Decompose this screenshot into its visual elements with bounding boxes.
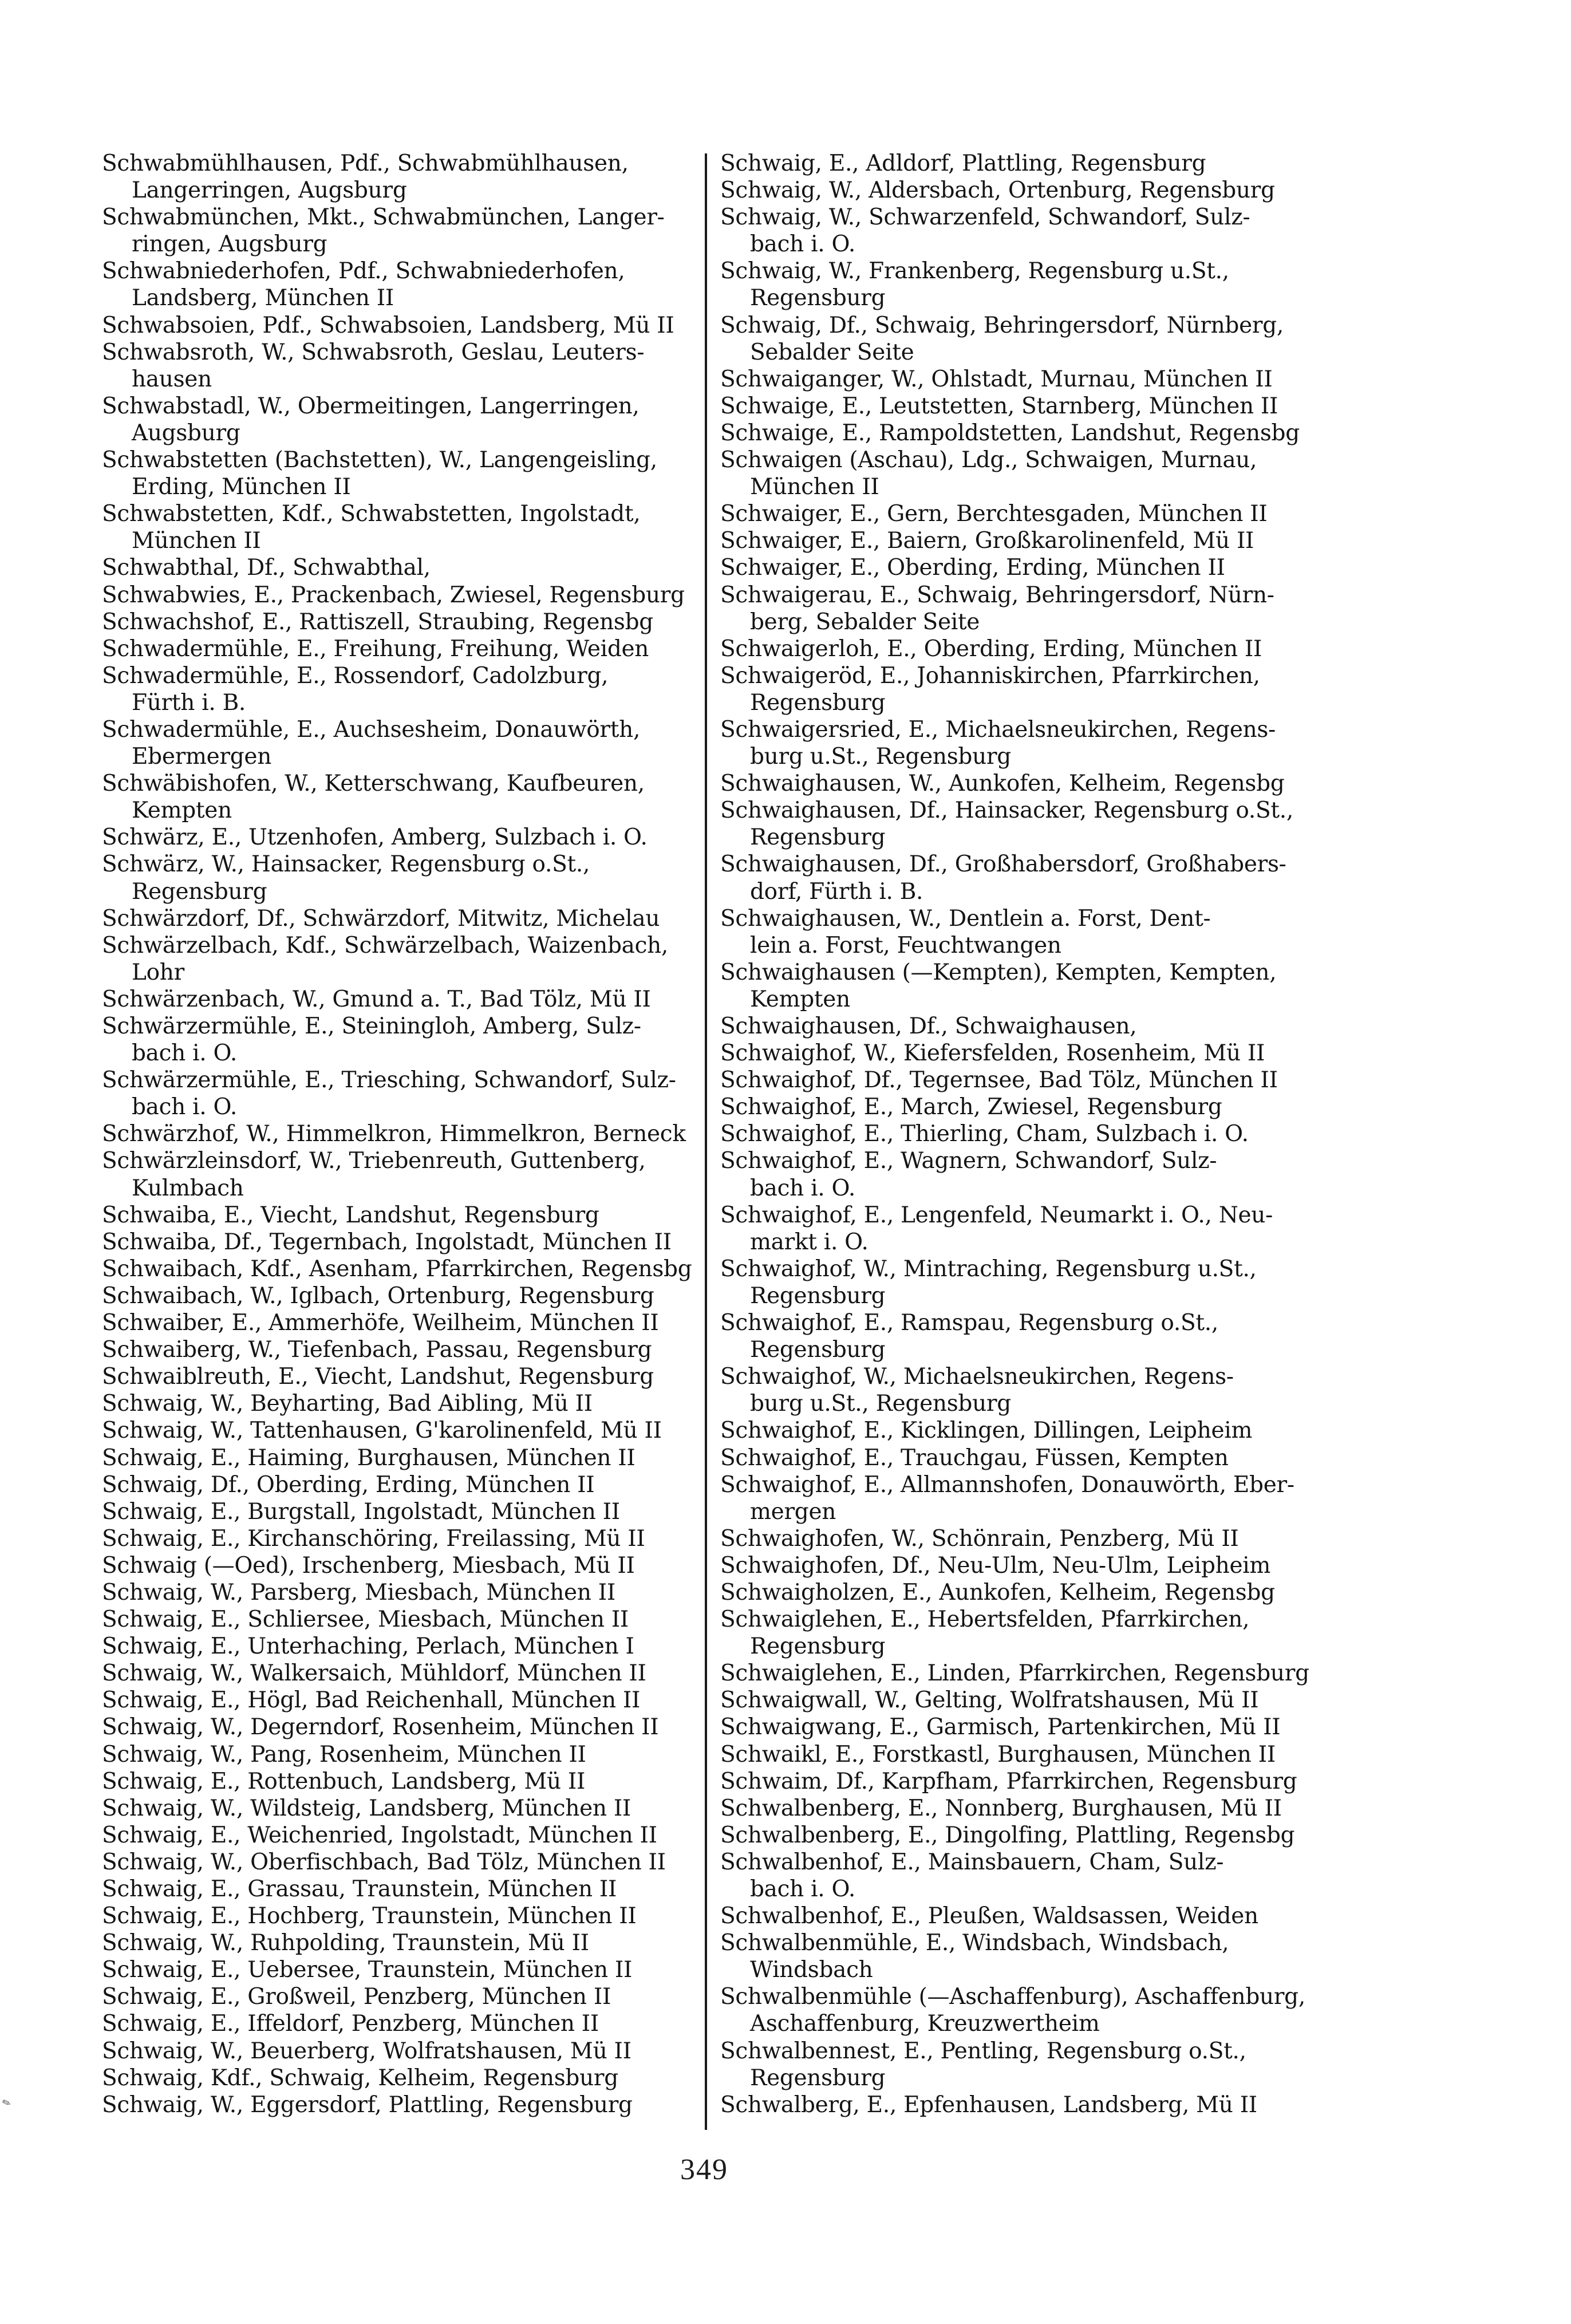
entry-line: Schwabstetten (Bachstetten), W., Langengeisling, [102, 447, 657, 474]
entry-continuation-line: München II [750, 474, 879, 500]
entry-line: Schwaiba, E., Viecht, Landshut, Regensburg [102, 1202, 599, 1228]
gazetteer-entry [720, 1094, 1476, 1120]
entry-line: Schwaibach, Kdf., Asenham, Pfarrkirchen, Regensbg [102, 1256, 692, 1282]
entry-continuation-line: bach i. O. [750, 1175, 855, 1201]
gazetteer-entry [102, 851, 697, 905]
gazetteer-entry [102, 1983, 697, 2010]
gazetteer-entry [102, 932, 697, 986]
gazetteer-entry [102, 204, 697, 258]
gazetteer-entry [102, 1202, 697, 1229]
entry-line: Schwaig, W., Beuerberg, Wolfratshausen, Mü II [102, 2038, 631, 2064]
entry-line: Schwaighof, E., Wagnern, Schwandorf, Sulz- [720, 1148, 1217, 1174]
gazetteer-entry [720, 1579, 1476, 1606]
entry-line: Schwalbenhof, E., Pleußen, Waldsassen, Weiden [720, 1903, 1258, 1930]
gazetteer-entry [720, 1552, 1476, 1579]
gazetteer-entry [720, 1309, 1476, 1363]
gazetteer-entry [720, 150, 1476, 177]
left-column [102, 150, 697, 2118]
entry-line: Schwaim, Df., Karpfham, Pfarrkirchen, Regensburg [720, 1768, 1297, 1794]
gazetteer-entry [720, 905, 1476, 959]
gazetteer-entry [102, 905, 697, 932]
entry-line: Schwaig, E., Weichenried, Ingolstadt, München II [102, 1822, 657, 1848]
entry-continuation-line: Kempten [132, 798, 232, 824]
entry-continuation-line: ringen, Augsburg [132, 231, 327, 258]
entry-line: Schwaig, E., Grassau, Traunstein, München II [102, 1876, 617, 1902]
gazetteer-entry [102, 1956, 697, 1983]
gazetteer-entry [102, 312, 697, 339]
gazetteer-entry [720, 1930, 1476, 1983]
entry-continuation-line: dorf, Fürth i. B. [750, 878, 923, 905]
entry-line: Schwaiber, E., Ammerhöfe, Weilheim, München II [102, 1310, 659, 1336]
gazetteer-entry [102, 258, 697, 311]
entry-continuation-line: Regensburg [750, 689, 886, 716]
entry-line: Schwaiba, Df., Tegernbach, Ingolstadt, München II [102, 1229, 672, 1255]
entry-continuation-line: Regensburg [750, 2065, 886, 2091]
entry-continuation-line: Aschaffenburg, Kreuzwertheim [750, 2011, 1100, 2037]
gazetteer-entry [720, 1903, 1476, 1930]
gazetteer-entry [720, 1714, 1476, 1741]
gazetteer-entry [102, 339, 697, 393]
gazetteer-entry [720, 1202, 1476, 1256]
entry-line: Schwaighof, W., Michaelsneukirchen, Regens- [720, 1364, 1234, 1390]
entry-line: Schwaig, E., Uebersee, Traunstein, München II [102, 1957, 633, 1983]
entry-line: Schwaigerau, E., Schwaig, Behringersdorf, Nürn- [720, 582, 1274, 608]
entry-line: Schwalbennest, E., Pentling, Regensburg o.St., [720, 2038, 1246, 2064]
gazetteer-entry [720, 1445, 1476, 1471]
entry-continuation-line: berg, Sebalder Seite [750, 609, 980, 635]
entry-line: Schwaig, W., Tattenhausen, G'karolinenfeld, Mü II [102, 1418, 662, 1444]
gazetteer-entry [720, 1741, 1476, 1768]
entry-line: Schwaighofen, W., Schönrain, Penzberg, Mü II [720, 1525, 1239, 1552]
entry-line: Schwabstetten, Kdf., Schwabstetten, Ingolstadt, [102, 501, 641, 527]
entry-continuation-line: hausen [132, 366, 212, 392]
right-column [720, 150, 1476, 2118]
gazetteer-entry [102, 2065, 697, 2092]
entry-line: Schwaighof, E., Trauchgau, Füssen, Kempten [720, 1445, 1229, 1471]
entry-line: Schwärzenbach, W., Gmund a. T., Bad Tölz, Mü II [102, 986, 651, 1012]
gazetteer-entry [720, 1768, 1476, 1795]
gazetteer-entry [720, 1120, 1476, 1147]
gazetteer-entry [102, 1903, 697, 1930]
entry-continuation-line: Landsberg, München II [132, 285, 394, 311]
gazetteer-entry [720, 1525, 1476, 1552]
entry-continuation-line: Erding, München II [132, 474, 351, 500]
entry-line: Schwadermühle, E., Freihung, Freihung, Weiden [102, 636, 649, 662]
entry-continuation-line: Regensburg [750, 824, 886, 851]
entry-line: Schwaighausen, Df., Schwaighausen, [720, 1013, 1137, 1039]
gazetteer-entry [102, 986, 697, 1013]
entry-line: Schwabstadl, W., Obermeitingen, Langerringen, [102, 393, 640, 419]
entry-line: Schwaigeröd, E., Johanniskirchen, Pfarrkirchen, [720, 662, 1260, 689]
entry-continuation-line: mergen [750, 1498, 836, 1525]
entry-line: Schwaighof, E., Ramspau, Regensburg o.St., [720, 1310, 1218, 1336]
entry-line: Schwaig, W., Aldersbach, Ortenburg, Regensburg [720, 177, 1275, 204]
gazetteer-entry [720, 1849, 1476, 1903]
entry-continuation-line: Langerringen, Augsburg [132, 177, 407, 204]
gazetteer-entry [102, 447, 697, 500]
entry-line: Schwaigholzen, E., Aunkofen, Kelheim, Regensbg [720, 1579, 1275, 1605]
gazetteer-entry [720, 177, 1476, 204]
entry-continuation-line: Augsburg [132, 420, 240, 446]
entry-continuation-line: Kempten [750, 986, 850, 1012]
gazetteer-entry [102, 2010, 697, 2037]
entry-line: Schwärz, E., Utzenhofen, Amberg, Sulzbach i. O. [102, 824, 648, 851]
gazetteer-entry [720, 312, 1476, 366]
entry-line: Schwärzleinsdorf, W., Triebenreuth, Guttenberg, [102, 1148, 646, 1174]
entry-continuation-line: Regensburg [750, 1633, 886, 1660]
entry-line: Schwaig, E., Unterhaching, Perlach, München I [102, 1633, 634, 1660]
entry-continuation-line: bach i. O. [750, 1876, 855, 1902]
entry-line: Schwaighof, W., Kiefersfelden, Rosenheim, Mü II [720, 1040, 1265, 1067]
gazetteer-entry [102, 1120, 697, 1147]
entry-line: Schwaighof, E., Allmannshofen, Donauwörth, Eber- [720, 1471, 1294, 1498]
entry-line: Schwaiglehen, E., Linden, Pfarrkirchen, Regensburg [720, 1660, 1309, 1687]
gazetteer-entry [720, 554, 1476, 581]
gazetteer-entry [720, 2038, 1476, 2092]
entry-line: Schwaig, W., Walkersaich, Mühldorf, München II [102, 1660, 646, 1687]
entry-line: Schwaiglehen, E., Hebertsfelden, Pfarrkirchen, [720, 1607, 1250, 1633]
gazetteer-entry [720, 393, 1476, 420]
entry-line: Schwaig, W., Beyharting, Bad Aibling, Mü II [102, 1391, 593, 1417]
gazetteer-entry [102, 662, 697, 716]
entry-line: Schwaigersried, E., Michaelsneukirchen, Regens- [720, 716, 1276, 743]
gazetteer-entry [720, 1363, 1476, 1417]
entry-line: Schwaiganger, W., Ohlstadt, Murnau, München II [720, 366, 1273, 392]
entry-line: Schwaig, W., Pang, Rosenheim, München II [102, 1741, 586, 1767]
gazetteer-entry [720, 770, 1476, 797]
entry-continuation-line: Sebalder Seite [750, 339, 914, 365]
gazetteer-entry [102, 1930, 697, 1956]
entry-line: Schwaig, W., Frankenberg, Regensburg u.St., [720, 258, 1229, 285]
gazetteer-entry [720, 662, 1476, 716]
entry-line: Schwalbenmühle (—Aschaffenburg), Aschaffenburg, [720, 1984, 1305, 2010]
entry-continuation-line: burg u.St., Regensburg [750, 1391, 1011, 1417]
entry-line: Schwaighausen (—Kempten), Kempten, Kempten, [720, 959, 1277, 985]
entry-line: Schwaig, E., Schliersee, Miesbach, München II [102, 1607, 629, 1633]
gazetteer-entry [102, 1714, 697, 1741]
entry-line: Schwaiger, E., Oberding, Erding, München II [720, 555, 1225, 581]
gazetteer-entry [720, 500, 1476, 527]
gazetteer-entry [102, 582, 697, 609]
entry-line: Schwaighausen, W., Dentlein a. Forst, Dent- [720, 905, 1211, 932]
gazetteer-entry [720, 1822, 1476, 1849]
gazetteer-entry [720, 1606, 1476, 1660]
gazetteer-entry [102, 1633, 697, 1660]
entry-continuation-line: burg u.St., Regensburg [750, 744, 1011, 770]
entry-line: Schwabthal, Df., Schwabthal, [102, 555, 431, 581]
gazetteer-entry [102, 770, 697, 824]
gazetteer-entry [102, 1525, 697, 1552]
entry-line: Schwalbenmühle, E., Windsbach, Windsbach, [720, 1930, 1229, 1956]
entry-line: Schwachshof, E., Rattiszell, Straubing, Regensbg [102, 609, 653, 635]
gazetteer-entry [102, 1229, 697, 1256]
gazetteer-entry [720, 1660, 1476, 1687]
entry-line: Schwaiblreuth, E., Viecht, Landshut, Regensburg [102, 1364, 654, 1390]
entry-line: Schwaighof, E., Kicklingen, Dillingen, Leipheim [720, 1418, 1253, 1444]
gazetteer-entry [102, 1552, 697, 1579]
entry-line: Schwalbenhof, E., Mainsbauern, Cham, Sulz- [720, 1849, 1224, 1875]
entry-line: Schwaighofen, Df., Neu-Ulm, Neu-Ulm, Leipheim [720, 1552, 1271, 1579]
entry-line: Schwadermühle, E., Rossendorf, Cadolzburg, [102, 662, 609, 689]
entry-continuation-line: bach i. O. [750, 231, 855, 258]
entry-line: Schwärzermühle, E., Triesching, Schwandorf, Sulz- [102, 1067, 676, 1094]
gazetteer-entry [720, 1795, 1476, 1822]
gazetteer-entry [720, 1256, 1476, 1309]
entry-line: Schwaig, W., Degerndorf, Rosenheim, München II [102, 1714, 659, 1741]
entry-line: Schwaig, E., Kirchanschöring, Freilassing, Mü II [102, 1525, 645, 1552]
gazetteer-entry [720, 527, 1476, 554]
entry-line: Schwaig, E., Adldorf, Plattling, Regensburg [720, 151, 1206, 176]
entry-line: Schwaig, E., Högl, Bad Reichenhall, München II [102, 1687, 641, 1714]
entry-line: Schwaig, Df., Oberding, Erding, München II [102, 1471, 595, 1498]
gazetteer-entry [102, 636, 697, 662]
entry-line: Schwaig (—Oed), Irschenberg, Miesbach, Mü II [102, 1552, 635, 1579]
entry-line: Schwaig, W., Wildsteig, Landsberg, München II [102, 1795, 631, 1821]
entry-line: Schwaighof, E., March, Zwiesel, Regensburg [720, 1094, 1222, 1120]
gazetteer-entry [102, 1013, 697, 1067]
gazetteer-entry [720, 1471, 1476, 1525]
entry-line: Schwaigen (Aschau), Ldg., Schwaigen, Murnau, [720, 447, 1257, 474]
gazetteer-entry [720, 204, 1476, 258]
gazetteer-entry [720, 420, 1476, 447]
gazetteer-entry [102, 1390, 697, 1417]
gazetteer-entry [720, 366, 1476, 393]
gazetteer-entry [720, 1147, 1476, 1201]
entry-continuation-line: Windsbach [750, 1957, 873, 1983]
entry-line: Schwaig, E., Iffeldorf, Penzberg, München II [102, 2011, 599, 2037]
entry-line: Schwadermühle, E., Auchsesheim, Donauwörth, [102, 716, 641, 743]
entry-line: Schwaig, E., Hochberg, Traunstein, München II [102, 1903, 637, 1930]
entry-line: Schwaige, E., Leutstetten, Starnberg, München II [720, 393, 1278, 419]
pencil-mark-icon: ✎ [0, 2096, 13, 2110]
page-number: 349 [680, 2153, 728, 2186]
entry-line: Schwaiger, E., Baiern, Großkarolinenfeld, Mü II [720, 528, 1254, 554]
gazetteer-entry [102, 1336, 697, 1363]
entry-line: Schwärzermühle, E., Steiningloh, Amberg, Sulz- [102, 1013, 641, 1039]
entry-continuation-line: bach i. O. [132, 1094, 237, 1120]
gazetteer-entry [720, 1983, 1476, 2037]
entry-continuation-line: Regensburg [132, 878, 267, 905]
gazetteer-entry [720, 1417, 1476, 1444]
gazetteer-entry [720, 2092, 1476, 2118]
gazetteer-entry [102, 716, 697, 770]
gazetteer-entry [102, 1147, 697, 1201]
gazetteer-entry [720, 716, 1476, 770]
gazetteer-entry [720, 582, 1476, 636]
entry-line: Schwaig, E., Burgstall, Ingolstadt, München II [102, 1498, 620, 1525]
gazetteer-entry [102, 1283, 697, 1309]
entry-line: Schwärzdorf, Df., Schwärzdorf, Mitwitz, Michelau [102, 905, 660, 932]
gazetteer-entry [102, 1876, 697, 1903]
gazetteer-entry [102, 1445, 697, 1471]
gazetteer-entry [720, 797, 1476, 851]
entry-line: Schwaig, Kdf., Schwaig, Kelheim, Regensburg [102, 2065, 618, 2091]
entry-line: Schwaighof, Df., Tegernsee, Bad Tölz, München II [720, 1067, 1278, 1094]
entry-line: Schwaig, E., Rottenbuch, Landsberg, Mü II [102, 1768, 586, 1794]
entry-line: Schwaig, W., Schwarzenfeld, Schwandorf, Sulz- [720, 204, 1250, 231]
gazetteer-entry [102, 1606, 697, 1633]
entry-continuation-line: Ebermergen [132, 744, 272, 770]
entry-line: Schwabwies, E., Prackenbach, Zwiesel, Regensburg [102, 582, 685, 608]
gazetteer-entry [102, 1741, 697, 1768]
entry-continuation-line: Regensburg [750, 1283, 886, 1309]
entry-line: Schwabmünchen, Mkt., Schwabmünchen, Langer- [102, 204, 665, 231]
gazetteer-entry [720, 1013, 1476, 1040]
gazetteer-entry [720, 636, 1476, 662]
entry-line: Schwabsoien, Pdf., Schwabsoien, Landsberg, Mü II [102, 312, 674, 338]
gazetteer-entry [720, 851, 1476, 905]
entry-line: Schwaig, W., Eggersdorf, Plattling, Regensburg [102, 2092, 633, 2118]
gazetteer-entry [102, 1363, 697, 1390]
entry-continuation-line: Regensburg [750, 285, 886, 311]
entry-continuation-line: lein a. Forst, Feuchtwangen [750, 932, 1061, 958]
gazetteer-entry [102, 1498, 697, 1525]
entry-line: Schwalberg, E., Epfenhausen, Landsberg, Mü II [720, 2092, 1257, 2118]
entry-line: Schwäbishofen, W., Ketterschwang, Kaufbeuren, [102, 771, 645, 797]
gazetteer-entry [102, 1795, 697, 1822]
entry-line: Schwaikl, E., Forstkastl, Burghausen, München II [720, 1741, 1276, 1767]
entry-line: Schwärz, W., Hainsacker, Regensburg o.St., [102, 851, 590, 878]
entry-line: Schwaighausen, Df., Großhabersdorf, Großhabers- [720, 851, 1286, 878]
gazetteer-entry [102, 393, 697, 447]
entry-line: Schwaighausen, Df., Hainsacker, Regensburg o.St., [720, 798, 1293, 824]
gazetteer-entry [102, 1768, 697, 1795]
gazetteer-entry [720, 1040, 1476, 1067]
gazetteer-entry [102, 1579, 697, 1606]
gazetteer-entry [720, 959, 1476, 1013]
entry-line: Schwaig, E., Haiming, Burghausen, München II [102, 1445, 635, 1471]
gazetteer-entry [102, 1822, 697, 1849]
entry-line: Schwaiberg, W., Tiefenbach, Passau, Regensburg [102, 1337, 652, 1363]
entry-line: Schwabmühlhausen, Pdf., Schwabmühlhausen, [102, 151, 629, 176]
entry-line: Schwaibach, W., Iglbach, Ortenburg, Regensburg [102, 1283, 654, 1309]
gazetteer-entry [102, 2092, 697, 2118]
entry-continuation-line: markt i. O. [750, 1229, 869, 1255]
gazetteer-entry [102, 1687, 697, 1714]
gazetteer-entry [102, 1067, 697, 1120]
entry-continuation-line: bach i. O. [132, 1040, 237, 1067]
gazetteer-entry [102, 609, 697, 636]
gazetteer-entry [102, 1417, 697, 1444]
gazetteer-entry [102, 1471, 697, 1498]
entry-line: Schwaig, Df., Schwaig, Behringersdorf, Nürnberg, [720, 312, 1284, 338]
gazetteer-entry [102, 1849, 697, 1876]
entry-line: Schwaigwall, W., Gelting, Wolfratshausen, Mü II [720, 1687, 1259, 1714]
gazetteer-entry [102, 824, 697, 851]
entry-line: Schwaigwang, E., Garmisch, Partenkirchen, Mü II [720, 1714, 1281, 1741]
entry-continuation-line: Lohr [132, 959, 184, 985]
entry-continuation-line: Kulmbach [132, 1175, 244, 1201]
gazetteer-entry [720, 447, 1476, 500]
entry-line: Schwaighof, E., Thierling, Cham, Sulzbach i. O. [720, 1121, 1249, 1147]
gazetteer-entry [102, 500, 697, 554]
entry-continuation-line: München II [132, 528, 261, 554]
entry-continuation-line: Fürth i. B. [132, 689, 246, 716]
entry-line: Schwaighof, E., Lengenfeld, Neumarkt i. O., Neu- [720, 1202, 1273, 1228]
entry-line: Schwalbenberg, E., Dingolfing, Plattling, Regensbg [720, 1822, 1295, 1848]
gazetteer-entry [102, 1256, 697, 1283]
entry-line: Schwalbenberg, E., Nonnberg, Burghausen, Mü II [720, 1795, 1282, 1821]
entry-line: Schwaiger, E., Gern, Berchtesgaden, München II [720, 501, 1268, 527]
gazetteer-entry [102, 2038, 697, 2065]
gazetteer-entry [720, 1067, 1476, 1094]
gazetteer-entry [720, 1687, 1476, 1714]
entry-line: Schwaig, W., Oberfischbach, Bad Tölz, München II [102, 1849, 666, 1875]
gazetteer-entry [102, 554, 697, 581]
entry-line: Schwärzelbach, Kdf., Schwärzelbach, Waizenbach, [102, 932, 669, 958]
column-divider [705, 153, 707, 2130]
gazetteer-entry [102, 1660, 697, 1687]
entry-line: Schwaig, E., Großweil, Penzberg, München II [102, 1984, 611, 2010]
gazetteer-entry [720, 258, 1476, 311]
entry-line: Schwaighausen, W., Aunkofen, Kelheim, Regensbg [720, 771, 1285, 797]
entry-line: Schwabsroth, W., Schwabsroth, Geslau, Leuters- [102, 339, 645, 365]
entry-line: Schwaighof, W., Mintraching, Regensburg u.St., [720, 1256, 1257, 1282]
entry-line: Schwaig, W., Ruhpolding, Traunstein, Mü II [102, 1930, 589, 1956]
entry-continuation-line: Regensburg [750, 1337, 886, 1363]
entry-line: Schwabniederhofen, Pdf., Schwabniederhofen, [102, 258, 625, 285]
entry-line: Schwaig, W., Parsberg, Miesbach, München II [102, 1579, 615, 1605]
entry-line: Schwaige, E., Rampoldstetten, Landshut, Regensbg [720, 420, 1300, 446]
entry-line: Schwaigerloh, E., Oberding, Erding, München II [720, 636, 1262, 662]
gazetteer-entry [102, 1309, 697, 1336]
entry-line: Schwärzhof, W., Himmelkron, Himmelkron, Berneck [102, 1121, 686, 1147]
gazetteer-entry [102, 150, 697, 204]
